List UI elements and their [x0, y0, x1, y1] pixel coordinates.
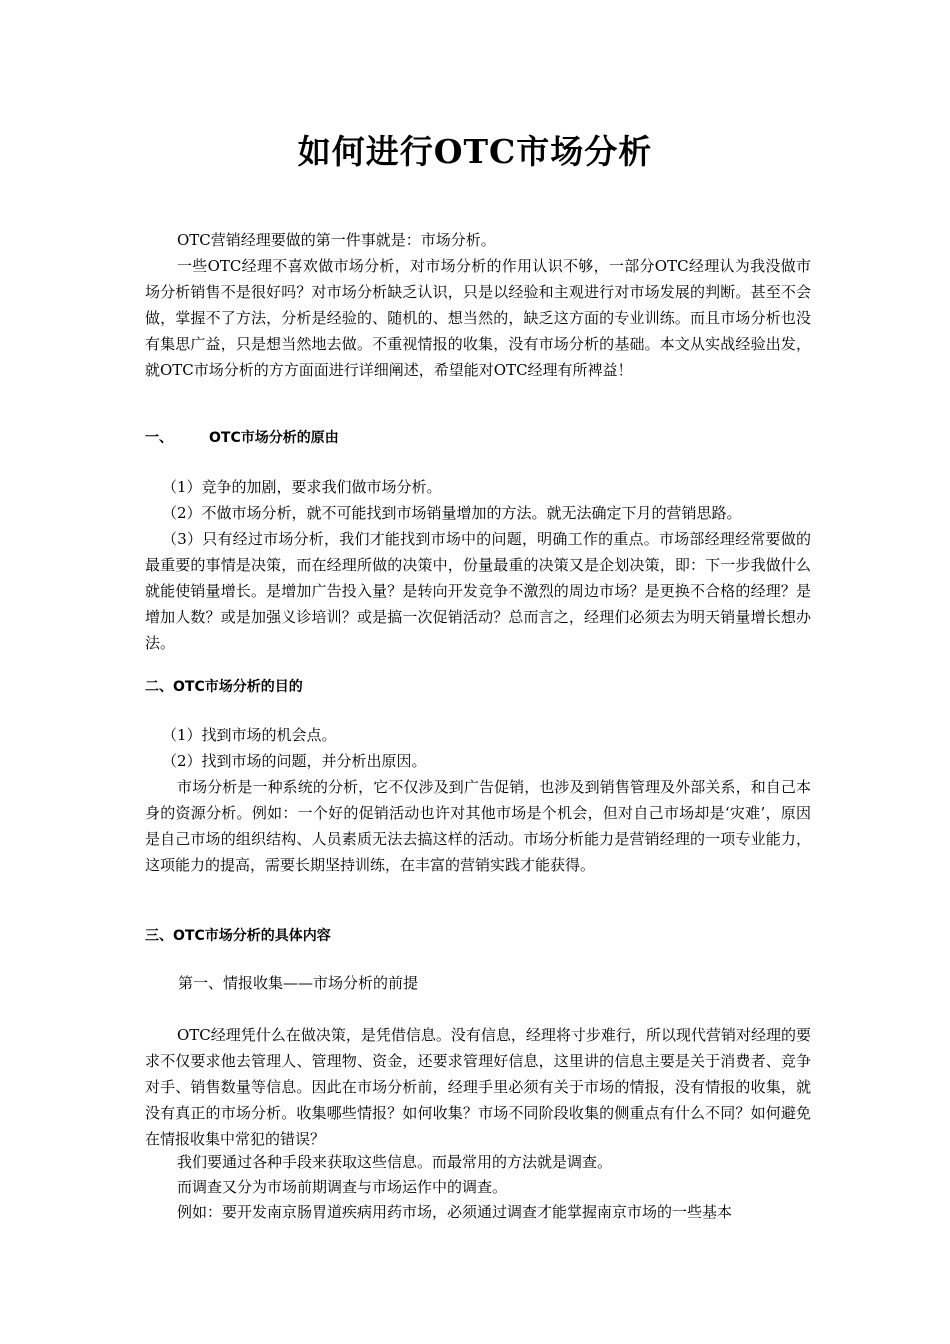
section-3-paragraph-4: 例如：要开发南京肠胃道疾病用药市场，必须通过调查才能掌握南京市场的一些基本 — [177, 1203, 733, 1221]
section-3-heading: 三、OTC市场分析的具体内容 — [145, 928, 331, 944]
intro-paragraph-1: OTC营销经理要做的第一件事就是：市场分析。 — [177, 231, 496, 249]
section-2-paragraph: 市场分析是一种系统的分析，它不仅涉及到广告促销，也涉及到销售管理及外部关系，和自己本身的资源分析。例如：一个好的促销活动也许对其他市场是个机会，但对自己市场却是‘灾难’，原因是自己市场的组织结构、人员素质无法去搞这样的活动。市场分析能力是营销经理的一项专业能力，这项能力的提高，需要长期坚持训练，在丰富的营销实践才能获得。 — [145, 778, 811, 874]
section-1-heading — [145, 427, 339, 449]
section-1-title: OTC市场分析的原由 — [209, 430, 339, 446]
section-1-item-3: （3）只有经过市场分析，我们才能找到市场中的问题，明确工作的重点。市场部经理经常要做的最重要的事情是决策，而在经理所做的决策中，份量最重的决策又是企划决策，即：下一步我做什么就能使销量增长。是增加广告投入量？是转向开发竞争不激烈的周边市场？是更换不合格的经理？是增加人数？或是加强义诊培训？或是搞一次促销活动？总而言之，经理们必须去为明天销量增长想办法。 — [145, 530, 811, 652]
section-3-subheading: 第一、情报收集——市场分析的前提 — [178, 974, 419, 992]
section-3-paragraph-3: 而调查又分为市场前期调查与市场运作中的调查。 — [177, 1178, 508, 1196]
section-1-item-2: （2）不做市场分析，就不可能找到市场销量增加的方法。就无法确定下月的营销思路。 — [162, 504, 742, 522]
intro-paragraph-2: 一些OTC经理不喜欢做市场分析，对市场分析的作用认识不够，一部分OTC经理认为我没做市场分析销售不是很好吗？对市场分析缺乏认识，只是以经验和主观进行对市场发展的判断。甚至不会做，掌握不了方法，分析是经验的、随机的、想当然的，缺乏这方面的专业训练。而且市场分析也没有集思广益，只是想当然地去做。不重视情报的收集，没有市场分析的基础。本文从实战经验出发，就OTC市场分析的方方面面进行详细阐述，希望能对OTC经理有所裨益！ — [145, 257, 811, 379]
document-title: 如何进行OTC市场分析 — [297, 132, 653, 171]
section-2-item-2: （2）找到市场的问题，并分析出原因。 — [162, 752, 427, 770]
section-1-item-1: （1）竞争的加剧，要求我们做市场分析。 — [162, 478, 442, 496]
section-2-item-1: （1）找到市场的机会点。 — [162, 726, 337, 744]
section-2-heading: 二、OTC市场分析的目的 — [145, 679, 303, 695]
section-3-paragraph-2: 我们要通过各种手段来获取这些信息。而最常用的方法就是调查。 — [177, 1153, 613, 1171]
section-3-paragraph-1: OTC经理凭什么在做决策，是凭借信息。没有信息，经理将寸步难行，所以现代营销对经理的要求不仅要求他去管理人、管理物、资金，还要求管理好信息，这里讲的信息主要是关于消费者、竞争对手、销售数量等信息。因此在市场分析前，经理手里必须有关于市场的情报，没有情报的收集，就没有真正的市场分析。收集哪些情报？如何收集？市场不同阶段收集的侧重点有什么不同？如何避免在情报收集中常犯的错误？ — [145, 1026, 811, 1148]
section-1-number: 一、 — [145, 430, 173, 446]
